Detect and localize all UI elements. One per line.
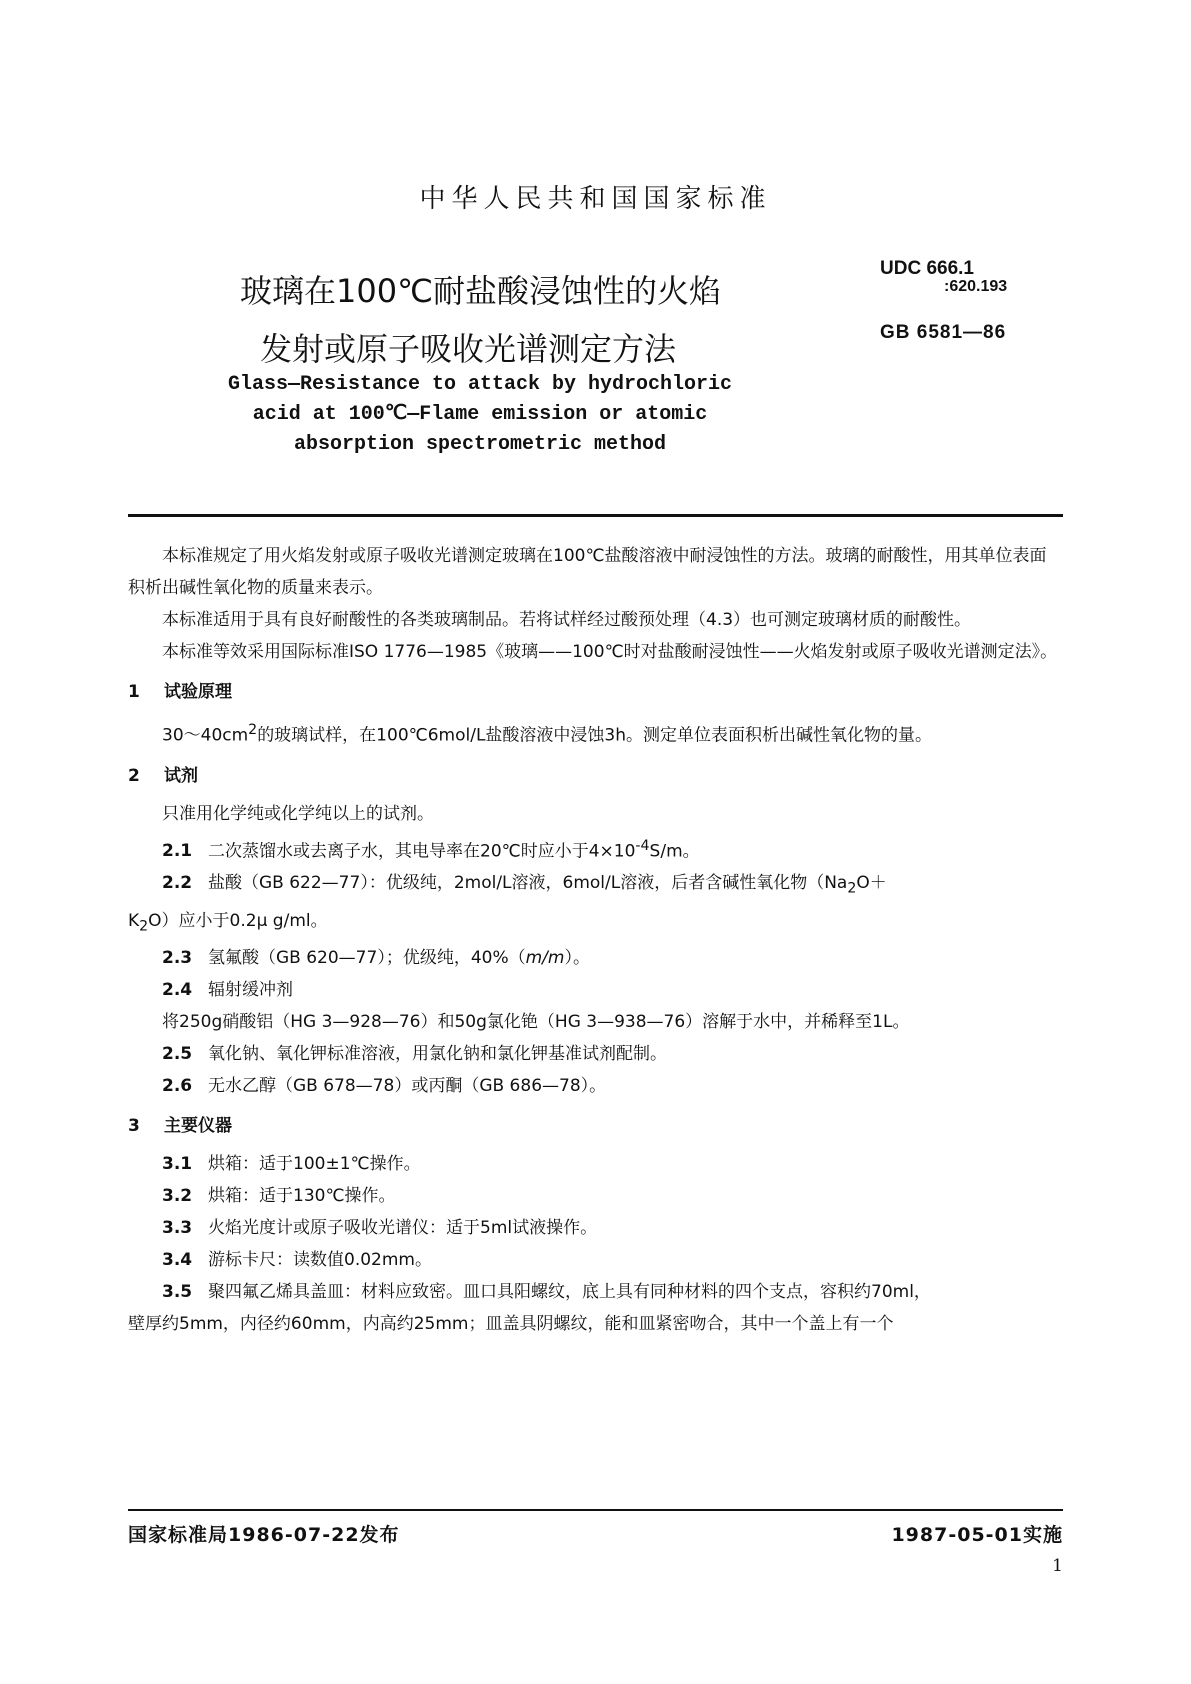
item-number: 2.2: [162, 873, 193, 894]
section-1-heading: [128, 676, 1063, 708]
superscript: -4: [635, 837, 650, 854]
section-1-text: [128, 714, 1063, 752]
section-2-intro: 只准用化学纯或化学纯以上的试剂。: [162, 803, 434, 824]
item-number: 2.3: [162, 948, 193, 969]
item-text: 无水乙醇（GB 678—78）或丙酮（GB 686—78）。: [208, 1076, 607, 1097]
chinese-title: [240, 262, 800, 378]
item-2-4-text: 将250g硝酸铝（HG 3—928—76）和50g氯化铯（HG 3—938—76）溶解于水中，并稀释至1L。: [162, 1012, 910, 1033]
item-text: 聚四氟乙烯具盖皿：材料应致密。皿口具阳螺纹，底上具有同种材料的四个支点，容积约70ml，: [208, 1282, 931, 1303]
item-2-3: [128, 942, 1063, 974]
text-fragment: 的玻璃试样，在100℃6mol/L盐酸溶液中浸蚀3h。测定单位表面积析出碱性氧化物的量。: [257, 725, 933, 746]
item-number: 3.4: [162, 1250, 193, 1271]
text-fragment: 30～40cm: [162, 725, 249, 746]
item-3-5: [128, 1276, 1063, 1308]
item-2-2: [128, 867, 1063, 904]
section-title: 主要仪器: [164, 1116, 232, 1137]
footer-divider: [128, 1509, 1063, 1511]
intro-paragraph-3: 本标准等效采用国际标准ISO 1776—1985《玻璃——100℃时对盐酸耐浸蚀性——火焰发射或原子吸收光谱测定法》。: [162, 642, 1058, 662]
effective-date: 1987-05-01实施: [891, 1524, 1063, 1546]
intro-paragraph-1: 本标准规定了用火焰发射或原子吸收光谱测定玻璃在100℃盐酸溶液中耐浸蚀性的方法。玻璃的耐酸性，用其单位表面积析出碱性氧化物的质量来表示。: [128, 546, 1047, 598]
text-fragment: S/m。: [649, 841, 700, 862]
page-number: 1: [1052, 1556, 1063, 1576]
text-fragment: ）。: [564, 948, 590, 969]
item-text: 烘箱：适于100±1℃操作。: [208, 1154, 421, 1175]
section-2-heading: [128, 760, 1063, 792]
item-3-3: [128, 1212, 1063, 1244]
subscript: 2: [847, 880, 857, 897]
item-3-1: [128, 1148, 1063, 1180]
section-3-heading: [128, 1110, 1063, 1142]
udc-value: 666.1: [926, 258, 974, 279]
item-number: 3.2: [162, 1186, 193, 1207]
item-text: 氧化钠、氧化钾标准溶液，用氯化钠和氯化钾基准试剂配制。: [208, 1044, 667, 1065]
english-title: [180, 370, 780, 460]
classification-block: [880, 258, 1030, 344]
item-3-4: [128, 1244, 1063, 1276]
item-number: 3.5: [162, 1282, 193, 1303]
section-number: 2: [128, 765, 140, 786]
udc-label: UDC: [880, 258, 922, 279]
item-2-2-continuation: [128, 905, 1063, 942]
issue-date: 国家标准局1986-07-22发布: [128, 1524, 400, 1546]
gb-standard-number: GB 6581—86: [880, 322, 1007, 343]
text-fragment: K: [128, 910, 140, 931]
intro-paragraph-2: 本标准适用于具有良好耐酸性的各类玻璃制品。若将试样经过酸预处理（4.3）也可测定玻璃材质的耐酸性。: [162, 610, 972, 630]
text-fragment: O＋: [856, 873, 887, 894]
section-title: 试验原理: [164, 682, 232, 702]
chinese-title-line-2: 发射或原子吸收光谱测定方法: [260, 330, 677, 368]
item-3-5-continuation: 壁厚约5mm，内径约60mm，内高约25mm；皿盖具阴螺纹，能和皿紧密吻合，其中一个盖上有一个: [128, 1314, 894, 1335]
item-number: 3.1: [162, 1154, 193, 1175]
item-text: 游标卡尺：读数值0.02mm。: [208, 1250, 432, 1271]
english-title-line-2: acid at 100℃—Flame emission or atomic: [252, 403, 708, 426]
national-standard-header: 中华人民共和国国家标准: [419, 184, 772, 214]
item-text: 火焰光度计或原子吸收光谱仪：适于5ml试液操作。: [208, 1218, 598, 1239]
item-2-4: [128, 974, 1063, 1006]
item-2-1: [128, 830, 1063, 868]
section-number: 1: [128, 682, 140, 702]
header-divider: [128, 514, 1063, 517]
chinese-title-line-1: 玻璃在100℃耐盐酸浸蚀性的火焰: [240, 272, 722, 310]
udc-code-line-2: :620.193: [944, 278, 1008, 295]
udc-code-line-1: [880, 258, 1030, 280]
item-number: 2.4: [162, 980, 193, 1001]
text-fragment: 二次蒸馏水或去离子水，其电导率在20℃时应小于4×10: [208, 841, 636, 862]
english-title-line-1: Glass—Resistance to attack by hydrochloric: [227, 373, 733, 396]
item-text: 烘箱：适于130℃操作。: [208, 1186, 396, 1207]
text-fragment: O）应小于0.2μ g/ml。: [148, 910, 328, 931]
item-title: 辐射缓冲剂: [208, 980, 293, 1001]
subscript: 2: [139, 918, 149, 935]
item-number: 2.5: [162, 1044, 193, 1065]
item-3-2: [128, 1180, 1063, 1212]
item-number: 2.6: [162, 1076, 193, 1097]
document-body: [128, 540, 1063, 1340]
item-number: 3.3: [162, 1218, 193, 1239]
item-2-5: [128, 1038, 1063, 1070]
text-fragment: 盐酸（GB 622—77）：优级纯，2mol/L溶液，6mol/L溶液，后者含碱性氧化物（Na: [208, 873, 848, 894]
item-number: 2.1: [162, 841, 193, 862]
text-fragment: 氢氟酸（GB 620—77）；优级纯，40%（: [208, 948, 526, 969]
item-2-6: [128, 1070, 1063, 1102]
italic-fragment: m/m: [525, 948, 565, 969]
section-title: 试剂: [164, 765, 198, 786]
section-number: 3: [128, 1116, 140, 1137]
superscript: 2: [248, 722, 258, 738]
english-title-line-3: absorption spectrometric method: [293, 433, 667, 456]
